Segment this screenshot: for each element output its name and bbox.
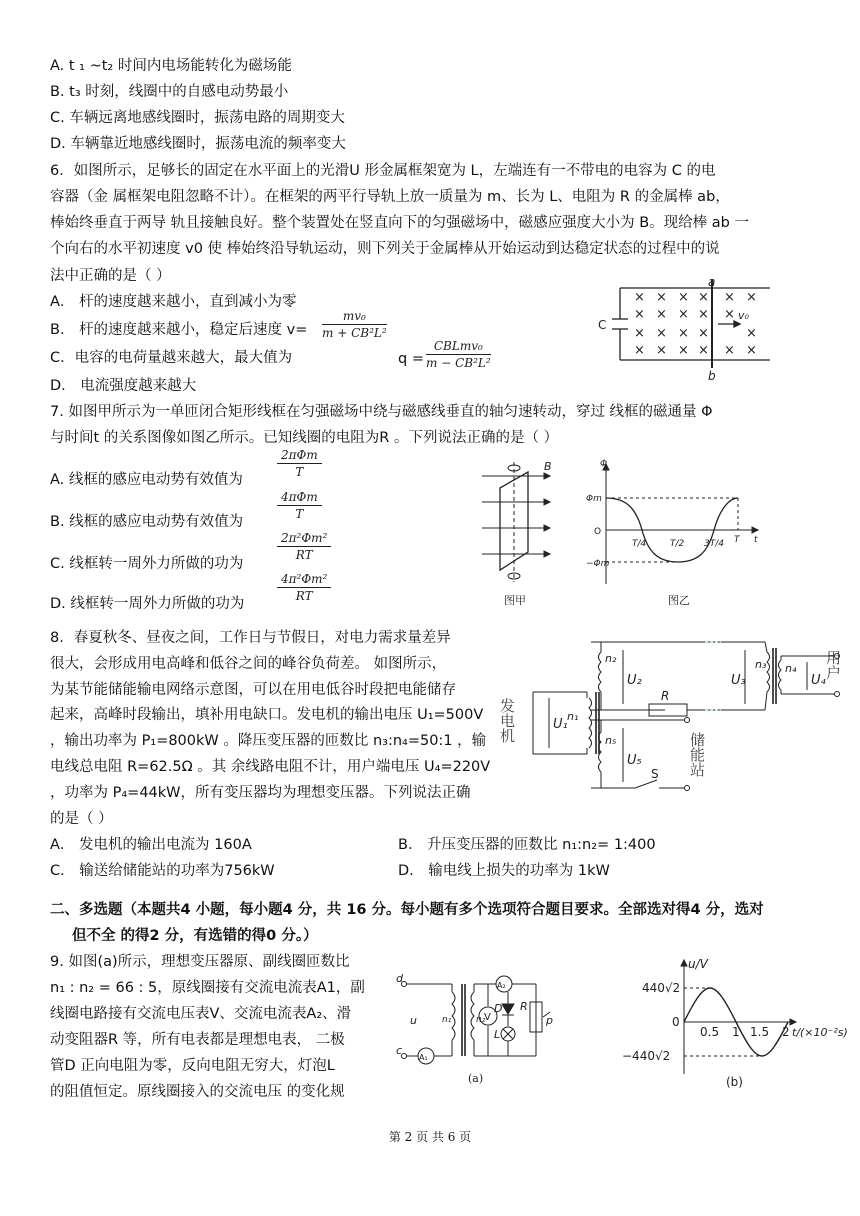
q8-option-a: A． 发电机的输出电流为 160A [50, 837, 252, 853]
fig9a-label-d: d [396, 972, 403, 985]
cross-mark: × [746, 343, 757, 358]
fig7-label-neg-phim: −Φm [586, 559, 610, 569]
q7-stem-line1: 7. 如图甲所示为一单匝闭合矩形线框在匀强磁场中绕与磁感线垂直的轴匀速转动，穿过 线框的磁通量 Φ [50, 404, 713, 420]
fig7-label-phi: Φ [600, 459, 608, 469]
q7-stem-line2: 与时间t 的关系图像如图乙所示。已知线圈的电阻为R 。下列说法正确的是（ ） [50, 430, 559, 446]
q6-stem-line5: 法中正确的是（ ） [50, 268, 171, 284]
fig6-label-a: a [708, 275, 716, 289]
fig9b-tick-2: 2 [782, 1025, 790, 1039]
fig6-label-b: b [708, 369, 716, 383]
fig9a-label-v: V [484, 1012, 491, 1023]
q8-figure [498, 628, 851, 798]
q5-option-a: A. t ₁ ~t₂ 时间内电场能转化为磁场能 [50, 58, 292, 74]
cross-mark: × [746, 290, 757, 305]
fig8-label-u1: U₁ [553, 717, 568, 732]
q7-figure-jia [472, 458, 574, 608]
q8-stem-line1: 8．春夏秋冬、昼夜之间，工作日与节假日，对电力需求量差异 [50, 630, 451, 646]
fig9b-label-zero: 0 [672, 1015, 680, 1029]
cross-mark: × [656, 343, 667, 358]
cross-mark: × [656, 307, 667, 322]
fig8-label-generator: 发电机 [498, 698, 516, 743]
q7-option-c: C. 线框转一周外力所做的功为 [50, 556, 244, 572]
cross-mark: × [698, 343, 709, 358]
fig8-label-u3: U₃ [731, 673, 746, 688]
page-footer: 第 2 页 共 6 页 [388, 1130, 472, 1144]
fig7-tick-t2: T/2 [670, 539, 685, 549]
q9-stem-line5: 管D 正向电阻为零，反向电阻无穷大，灯泡L [50, 1058, 335, 1074]
fig9a-label-l: L [494, 1028, 501, 1041]
q9-figure-a [396, 972, 556, 1090]
q7d-formula: $\frac{\text{4π²Φm²}}{RT}$ [277, 572, 331, 603]
q6b-formula: $\frac{\text{mv₀}}{\text{m + CB²L²}}$ [322, 309, 387, 340]
q8-stem-line3: 为某节能储能输电网络示意图，可以在用电低谷时段把电能储存 [50, 682, 456, 698]
q9-stem-line6: 的阻值恒定。原线圈接入的交流电压 的变化规 [50, 1084, 345, 1100]
cross-mark: × [634, 307, 645, 322]
fig9a-label-n2: n₂ [476, 1015, 486, 1025]
fig9a-label-r: R [520, 1000, 528, 1013]
fig8-label-s: S [651, 767, 659, 781]
fig8-label-u5: U₅ [627, 753, 642, 768]
q8-stem-line5: ，输出功率为 P₁=800kW 。降压变压器的匝数比 n₃:n₄=50:1 ，输 [50, 733, 487, 749]
fig8-label-r: R [661, 689, 670, 703]
section2-heading-line2: 但不全 的得2 分，有选错的得0 分。） [72, 928, 318, 944]
q7b-formula: 4πΦm T [277, 490, 322, 521]
cross-mark: × [634, 343, 645, 358]
q6-stem-line2: 容器（金 属框架电阻忽略不计）。在框架的两平行导轨上放一质量为 m、长为 L、电阻为 R 的金属棒 ab， [50, 189, 730, 205]
q8-option-d: D． 输电线上损失的功率为 1kW [398, 863, 610, 879]
fig9b-tick-15: 1.5 [750, 1025, 770, 1039]
fig7-tick-t4: T/4 [632, 539, 647, 549]
q6-option-b: B． 杆的速度越来越小，稳定后速度 v= [50, 322, 308, 338]
fig8-label-n1: n₁ [567, 710, 579, 723]
cross-mark: × [698, 307, 709, 322]
q9-stem-line3: 线圈电路接有交流电压表V、交流电流表A₂、滑 [50, 1006, 352, 1022]
q6-option-d: D． 电流强度越来越大 [50, 378, 197, 394]
cross-mark: × [634, 290, 645, 305]
q5-option-d: D. 车辆靠近地感线圈时，振荡电流的频率变大 [50, 136, 346, 152]
q7c-formula: $\frac{\text{2π²Φm²}}{RT}$ [277, 531, 331, 562]
cross-mark: × [678, 326, 689, 341]
q8-stem-line8: 的是（ ） [50, 811, 113, 827]
q6-stem-line4: 个向右的水平初速度 v0 使 棒始终沿导轨运动，则下列关于金属棒从开始运动到达稳定状态的过程中的说 [50, 241, 720, 257]
cross-mark: × [634, 326, 645, 341]
cross-mark: × [698, 290, 709, 305]
cross-mark: × [678, 307, 689, 322]
q6-stem-line3: 棒始终垂直于两导 轨且接触良好。整个装置处在竖直向下的匀强磁场中，磁感应强度大小为 B。现给棒 ab 一 [50, 215, 749, 231]
fig9b-label-pos: 440√2 [642, 981, 681, 995]
cross-mark: × [724, 290, 735, 305]
fig9b-label-axis-t: t/(×10⁻²s) [792, 1026, 848, 1039]
q7-option-a: A. 线框的感应电动势有效值为 [50, 472, 243, 488]
fig9a-label-n1: n₁ [442, 1015, 452, 1025]
fig7-label-phim: Φm [586, 494, 602, 504]
fig9b-tick-1: 1 [732, 1025, 740, 1039]
cross-mark: × [724, 343, 735, 358]
q7-figure-yi [586, 458, 766, 608]
q7a-formula: 2πΦm T [277, 448, 322, 479]
q9-stem-line1: 9. 如图(a)所示，理想变压器原、副线圈匝数比 [50, 954, 350, 970]
q7-option-b: B. 线框的感应电动势有效值为 [50, 514, 244, 530]
q5-option-c: C. 车辆远离地感线圈时，振荡电路的周期变大 [50, 110, 345, 126]
fig8-label-n4: n₄ [785, 662, 797, 675]
fig9a-caption: (a) [468, 1072, 484, 1085]
q8-stem-line7: ，功率为 P₄=44kW，所有变压器均为理想变压器。下列说法正确 [50, 785, 471, 801]
fig8-label-user: 用户 [824, 650, 842, 680]
q6c-formula: CBLmv₀ m − CB²L² [426, 339, 491, 370]
cross-mark: × [678, 343, 689, 358]
fig9a-label-a1: A₁ [419, 1053, 428, 1062]
q6c-q-label: q = [398, 351, 424, 367]
q6-option-c: C．电容的电荷量越来越大，最大值为 [50, 350, 293, 366]
q6-stem-line1: 6．如图所示，足够长的固定在水平面上的光滑U 形金属框架宽为 L，左端连有一不带电的电容为 C 的电 [50, 163, 716, 179]
section2-heading-line1: 二、多选题（本题共4 小题，每小题4 分，共 16 分。每小题有多个选项符合题目要求。全部选对得4 分，选对 [50, 902, 764, 918]
q6-figure [590, 276, 780, 384]
fig8-label-storage: 储能站 [688, 732, 706, 777]
fig7-caption-yi: 图乙 [668, 594, 690, 607]
fig7-tick-t: T [734, 535, 740, 545]
q9-stem-line2: n₁ : n₂ = 66 : 5，原线圈接有交流电流表A1，副 [50, 980, 365, 996]
fig9b-label-neg: −440√2 [622, 1049, 671, 1063]
q8-stem-line2: 很大，会形成用电高峰和低谷之间的峰谷负荷差。 如图所示， [50, 656, 447, 672]
q8-stem-line6: 电线总电阻 R=62.5Ω 。其 余线路电阻不计，用户端电压 U₄=220V [50, 759, 491, 775]
fig7-label-o: O [594, 527, 602, 537]
fig6-label-v0: v₀ [738, 309, 749, 322]
cross-mark: × [656, 290, 667, 305]
fig8-label-n3: n₃ [755, 658, 767, 671]
q6-option-a: A． 杆的速度越来越小，直到减小为零 [50, 294, 297, 310]
cross-mark: × [656, 326, 667, 341]
cross-mark: × [746, 326, 757, 341]
q9-figure-b [620, 954, 852, 1090]
fig9b-caption: (b) [726, 1075, 743, 1089]
q5-option-b: B. t₃ 时刻，线圈中的自感电动势最小 [50, 84, 289, 100]
fig9b-tick-05: 0.5 [700, 1025, 720, 1039]
fig7-label-b: B [544, 460, 552, 473]
fig8-label-n2: n₂ [605, 652, 617, 665]
fig9a-label-p: p [546, 1014, 553, 1027]
fig9a-label-c: c [396, 1044, 403, 1057]
fig9b-label-axis-u: u/V [688, 957, 708, 971]
fig9a-label-dd: D [494, 1002, 503, 1015]
q8-option-b: B． 升压变压器的匝数比 n₁:n₂= 1:400 [398, 837, 656, 853]
fig9a-label-a2: A₂ [497, 981, 506, 990]
fig7-tick-3t4: 3T/4 [704, 539, 724, 549]
q7-option-d: D. 线框转一周外力所做的功为 [50, 596, 245, 612]
fig8-label-u2: U₂ [627, 673, 642, 688]
cross-mark: × [698, 326, 709, 341]
q9-stem-line4: 动变阻器R 等，所有电表都是理想电表， 二极 [50, 1032, 345, 1048]
fig7-caption-jia: 图甲 [504, 594, 526, 607]
cross-mark: × [678, 290, 689, 305]
cross-mark: × [724, 307, 735, 322]
fig7-label-t: t [754, 535, 758, 545]
fig8-label-u4: U₄ [811, 673, 826, 688]
fig6-label-c: C [598, 318, 607, 332]
q8-option-c: C． 输送给储能站的功率为756kW [50, 863, 275, 879]
fig8-label-n5: n₅ [605, 734, 617, 747]
fig9a-label-u: u [410, 1014, 417, 1027]
q8-stem-line4: 起来，高峰时段输出，填补用电缺口。发电机的输出电压 U₁=500V [50, 707, 484, 723]
